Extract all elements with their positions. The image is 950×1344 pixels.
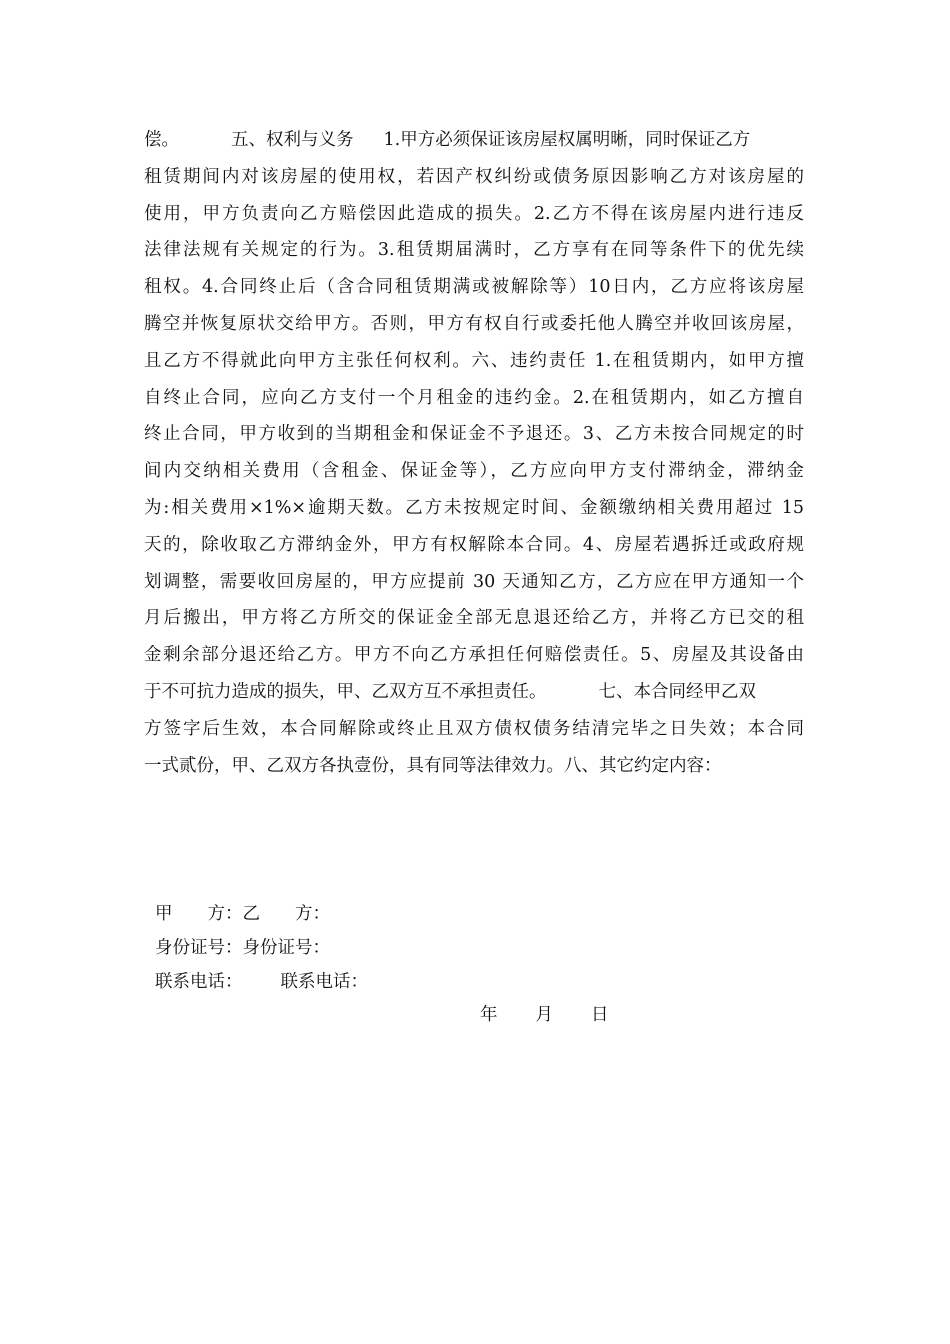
- party-b-label: 乙 方：: [242, 904, 330, 924]
- paragraph-line-3: 使用，甲方负责向乙方赔偿因此造成的损失。2.乙方不得在该房屋内进行违反: [144, 203, 804, 224]
- paragraph-line-7: 且乙方不得就此向甲方主张任何权利。六、违约责任 1.在租赁期内，如甲方擅: [144, 350, 804, 371]
- paragraph-line-5: 租权。4.合同终止后（含合同租赁期满或被解除等）10日内，乙方应将该房屋: [144, 277, 804, 298]
- text-segment: 于不可抗力造成的损失，甲、乙双方互不承担责任。: [144, 681, 547, 702]
- text-segment: 偿。: [144, 130, 179, 150]
- signing-date: [480, 1001, 609, 1026]
- id-a-label: 身份证号：: [155, 938, 243, 958]
- date-month: 月: [535, 1005, 553, 1025]
- paragraph-line-10: 间内交纳相关费用（含租金、保证金等），乙方应向甲方支付滞纳金，滞纳金: [144, 461, 804, 482]
- signature-party-row: [155, 900, 330, 925]
- text-segment: 1.甲方必须保证该房屋权属明晰，同时保证乙方: [383, 130, 751, 150]
- paragraph-line-9: 终止合同，甲方收到的当期租金和保证金不予退还。3、乙方未按合同规定的时: [144, 424, 804, 445]
- section-heading-effect: 七、本合同经甲乙双: [598, 681, 756, 702]
- phone-a-label: 联系电话：: [155, 972, 243, 992]
- party-a-label: 甲 方：: [155, 904, 243, 924]
- paragraph-line-4: 法律法规有关规定的行为。3.租赁期届满时，乙方享有在同等条件下的优先续: [144, 240, 804, 261]
- paragraph-line-18: 一式贰份，甲、乙双方各执壹份，具有同等法律效力。八、其它约定内容：: [144, 755, 722, 776]
- paragraph-line-12: 天的，除收取乙方滞纳金外，甲方有权解除本合同。4、房屋若遇拆迁或政府规: [144, 534, 804, 555]
- contract-body: [144, 122, 804, 784]
- paragraph-line-8: 自终止合同，应向乙方支付一个月租金的违约金。2.在租赁期内，如乙方擅自: [144, 387, 804, 408]
- signature-phone-row: [155, 968, 368, 993]
- date-day: 日: [591, 1005, 609, 1025]
- signature-id-row: [155, 934, 330, 959]
- id-b-label: 身份证号：: [242, 938, 330, 958]
- paragraph-line-14: 月后搬出，甲方将乙方所交的保证金全部无息退还给乙方，并将乙方已交的租: [144, 608, 804, 629]
- paragraph-line-16: [144, 674, 804, 711]
- paragraph-line-2: 租赁期间内对该房屋的使用权，若因产权纠纷或债务原因影响乙方对该房屋的: [144, 166, 804, 187]
- paragraph-line-13: 划调整，需要收回房屋的，甲方应提前 30 天通知乙方，乙方应在甲方通知一个: [144, 571, 804, 592]
- paragraph-line-15: 金剩余部分退还给乙方。甲方不向乙方承担任何赔偿责任。5、房屋及其设备由: [144, 645, 804, 666]
- paragraph-line-1: [144, 122, 804, 159]
- paragraph-line-6: 腾空并恢复原状交给甲方。否则，甲方有权自行或委托他人腾空并收回该房屋，: [144, 313, 804, 334]
- paragraph-line-17: 方签字后生效，本合同解除或终止且双方债权债务结清完毕之日失效；本合同: [144, 718, 804, 739]
- phone-b-label: 联系电话：: [280, 972, 368, 992]
- date-year: 年: [480, 1005, 498, 1025]
- section-heading-rights: 五、权利与义务: [231, 130, 354, 150]
- paragraph-line-11: 为:相关费用×1%×逾期天数。乙方未按规定时间、金额缴纳相关费用超过 15: [144, 497, 804, 518]
